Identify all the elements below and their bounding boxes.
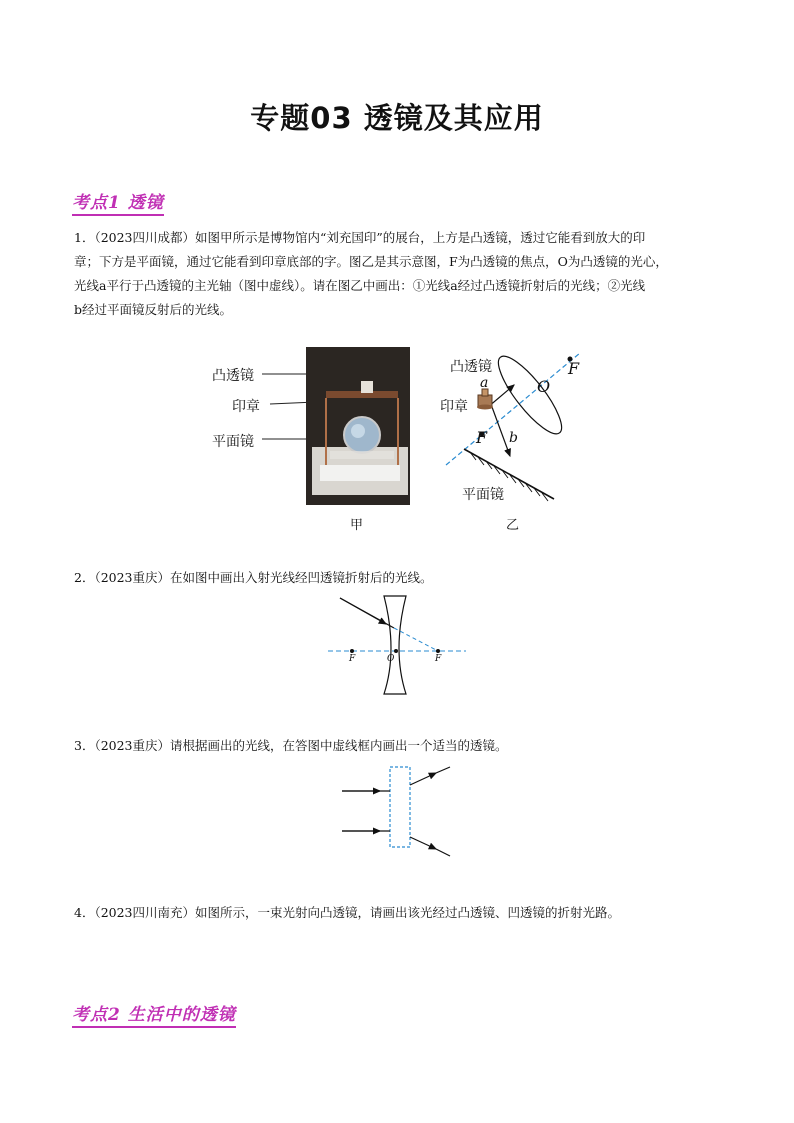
photo-label-lens: 凸透镜 (212, 368, 254, 384)
label-F-left: F (349, 654, 356, 664)
photo-label-mirror: 平面镜 (212, 434, 254, 450)
question-1 (74, 226, 724, 322)
concave-lens-diagram (326, 592, 468, 698)
lens-box-diagram (338, 762, 458, 862)
ray-b (492, 407, 510, 456)
diagram-label-F-left: F (476, 428, 488, 447)
question-4: 4．（2023四川南充）如图所示，一束光射向凸透镜，请画出该光经过凸透镜、凹透镜的折射光路。 (74, 905, 621, 920)
section-heading-1: 考点1 透镜 (72, 188, 164, 216)
label-O: O (387, 654, 395, 664)
dashed-box (390, 767, 410, 847)
question-1-line-3: 光线a平行于凸透镜的主光轴（图中虚线）。请在图乙中画出：①光线a经过凸透镜折射后的光线；②光线 (74, 278, 646, 293)
diagram-label-F-right: F (568, 359, 580, 378)
diagram-label-a: a (480, 375, 489, 391)
photo-label-seal: 印章 (232, 399, 260, 415)
question-3: 3．（2023重庆）请根据画出的光线，在答图中虚线框内画出一个适当的透镜。 (74, 738, 508, 753)
question-1-line-1: 1．（2023四川成都）如图甲所示是博物馆内“刘充国印”的展台，上方是凸透镜，透过它能看到放大的印 (74, 230, 646, 245)
ray-extension (394, 628, 438, 651)
optical-center (394, 649, 398, 653)
outgoing-ray-top (410, 773, 436, 785)
focal-point-left (350, 649, 354, 653)
question-1-line-4: b经过平面镜反射后的光线。 (74, 302, 233, 317)
exhibit-photo-drawing (306, 347, 410, 505)
concave-lens-shape (384, 596, 406, 694)
diagram-label-b: b (509, 430, 518, 446)
focal-point-right (436, 649, 440, 653)
exhibit-photo (306, 347, 410, 505)
question-2: 2．（2023重庆）在如图中画出入射光线经凹透镜折射后的光线。 (74, 570, 433, 585)
section-heading-2: 考点2 生活中的透镜 (72, 1000, 236, 1028)
caption-yi: 乙 (506, 518, 520, 533)
caption-jia: 甲 (350, 518, 364, 533)
outgoing-ray-bottom (410, 837, 436, 849)
diagram-label-O: O (537, 377, 551, 396)
diagram-label-mirror: 平面镜 (462, 487, 504, 503)
diagram-label-lens: 凸透镜 (450, 359, 492, 375)
page-title: 专题03 透镜及其应用 (250, 101, 544, 135)
question-1-line-2: 章；下方是平面镜，通过它能看到印章底部的字。图乙是其示意图，F为凸透镜的焦点，O为凸透镜的光心， (74, 254, 668, 269)
label-F-right: F (435, 654, 442, 664)
diagram-label-seal: 印章 (440, 399, 468, 415)
